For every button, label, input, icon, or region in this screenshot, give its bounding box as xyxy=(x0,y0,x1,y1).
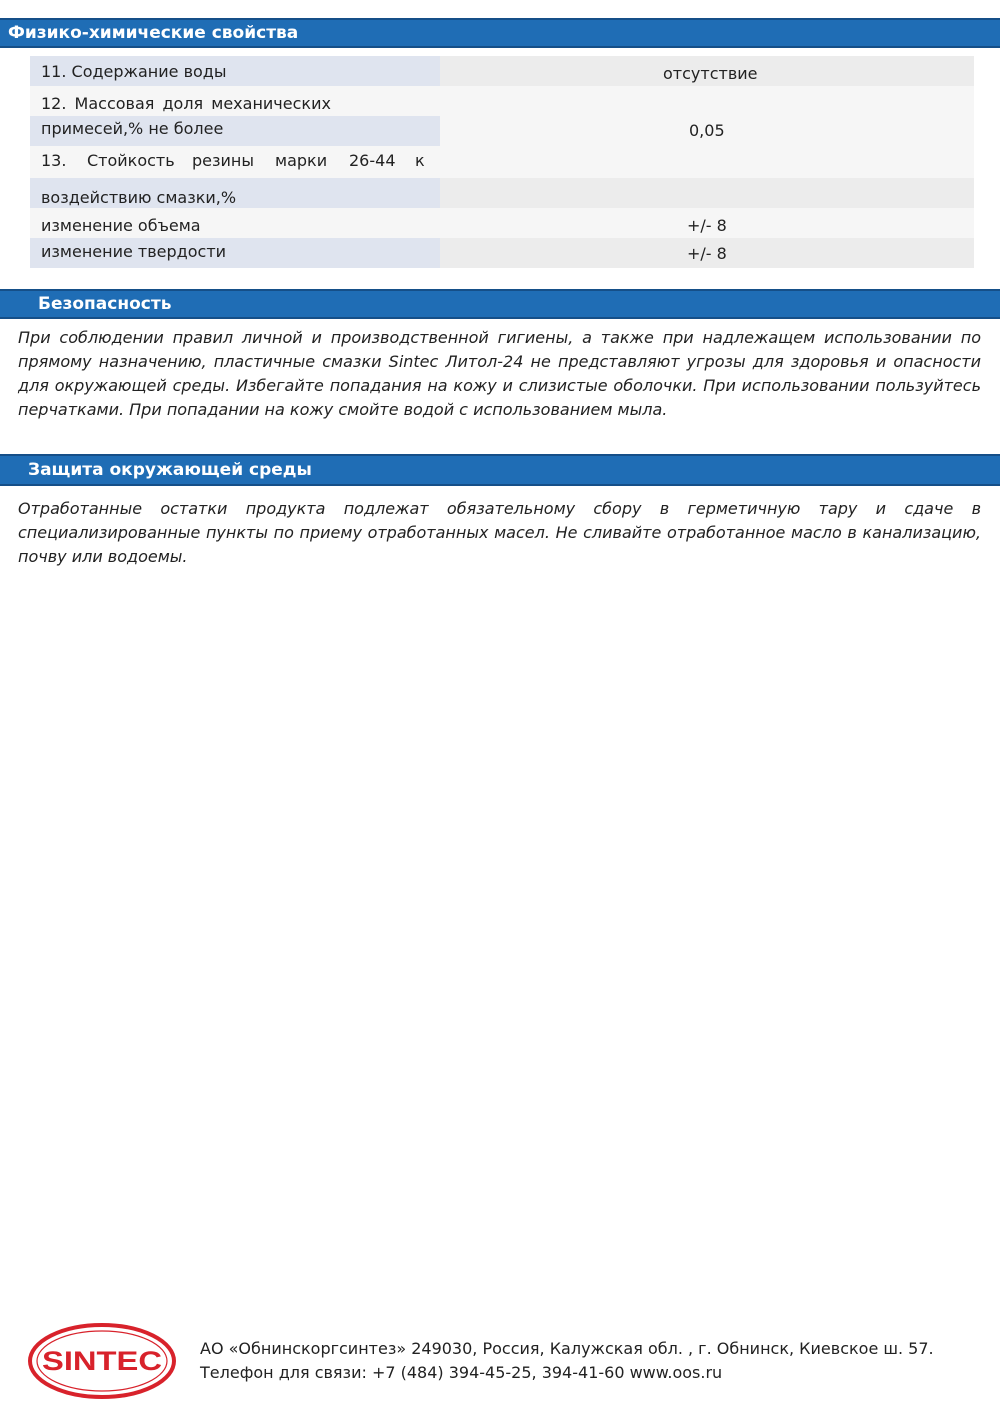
safety-paragraph: При соблюдении правил личной и производственной гигиены, а также при надлежащем использовании по прямому назначению, пластичные смазки Sintec Литол-24 не представляют угрозы для здоровья и опасности для окружающей среды. Избегайте попадания на кожу и слизистые оболочки. При использовании пользуйтесь перчатками. При попадании на кожу смойте водой с использованием мыла. xyxy=(18,328,981,419)
row-label: 12. Массовая доля механических xyxy=(41,94,331,113)
environment-paragraph: Отработанные остатки продукта подлежат обязательному сбору в герметичную тару и сдаче в специализированные пункты по приему отработанных масел. Не сливайте отработанное масло в канализацию, почву или водоемы. xyxy=(18,499,981,566)
section-title: Безопасность xyxy=(38,294,172,314)
row-label: Стойкость xyxy=(87,151,175,170)
row-label: к xyxy=(415,151,425,170)
properties-table xyxy=(30,56,974,268)
row-value: +/- 8 xyxy=(687,244,727,263)
table-row xyxy=(30,56,974,86)
row-label: 11. Содержание воды xyxy=(41,62,227,81)
row-label: воздействию смазки,% xyxy=(41,188,237,207)
table-row xyxy=(30,86,974,146)
row-label: изменение объема xyxy=(41,216,201,235)
row-label: примесей,% не более xyxy=(41,119,224,138)
row-label: изменение твердости xyxy=(41,242,227,261)
section-header-physchem xyxy=(0,18,1000,48)
section-title: Физико-химические свойства xyxy=(8,23,299,43)
section-header-safety xyxy=(0,289,1000,319)
table-row xyxy=(30,208,974,238)
sintec-logo xyxy=(27,1322,177,1400)
row-label: резины xyxy=(192,151,254,170)
row-value: отсутствие xyxy=(663,64,758,83)
footer-contacts: Телефон для связи: +7 (484) 394-45-25, 394-41-60 www.oos.ru xyxy=(200,1363,723,1382)
row-label: 26-44 xyxy=(349,151,396,170)
row-label: 13. xyxy=(41,151,67,170)
section-header-environment xyxy=(0,454,1000,486)
table-row xyxy=(30,146,974,208)
logo-text: SINTEC xyxy=(42,1346,162,1376)
footer-address: АО «Обнинскоргсинтез» 249030, Россия, Калужская обл. , г. Обнинск, Киевское ш. 57. xyxy=(200,1339,934,1358)
table-row xyxy=(30,238,974,268)
row-value: +/- 8 xyxy=(687,216,727,235)
row-value: 0,05 xyxy=(689,121,725,140)
section-title: Защита окружающей среды xyxy=(28,460,312,480)
row-label: марки xyxy=(275,151,328,170)
